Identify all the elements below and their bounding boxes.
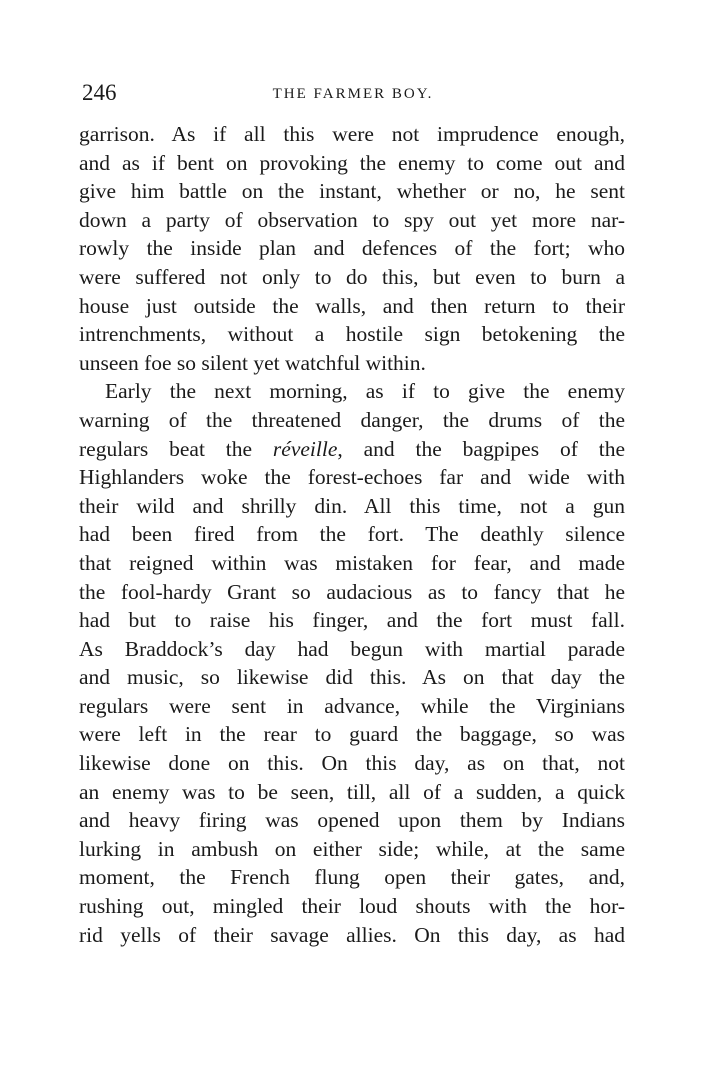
text-line-with-italic (79, 435, 625, 464)
running-title: THE FARMER BOY. (272, 86, 434, 102)
text-run: regulars beat the (79, 436, 273, 461)
text-line: had but to raise his finger, and the fort must fall. (79, 608, 625, 633)
text-line: the fool-hardy Grant so audacious as to fancy that he (79, 579, 625, 604)
text-run: , and the bagpipes of the (337, 436, 625, 461)
text-line: likewise done on this. On this day, as on that, not (79, 751, 625, 776)
text-line: rid yells of their savage allies. On this day, as had (79, 922, 625, 947)
text-line: that reigned within was mistaken for fear, and made (79, 550, 625, 575)
text-line: an enemy was to be seen, till, all of a sudden, a quick (79, 779, 625, 804)
text-line: and music, so likewise did this. As on that day the (79, 665, 625, 690)
text-line: had been fired from the fort. The deathly silence (79, 522, 625, 547)
text-line: intrenchments, without a hostile sign betokening the (79, 322, 625, 347)
text-line: and as if bent on provoking the enemy to come out and (79, 150, 625, 175)
text-line: were suffered not only to do this, but even to burn a (79, 264, 625, 289)
text-line: and heavy firing was opened upon them by Indians (79, 808, 625, 833)
text-line: warning of the threatened danger, the drums of the (79, 407, 625, 432)
text-line: As Braddock’s day had begun with martial parade (79, 636, 625, 661)
text-line: lurking in ambush on either side; while, at the same (79, 836, 625, 861)
text-line: down a party of observation to spy out yet more nar- (79, 207, 625, 232)
text-line: rushing out, mingled their loud shouts with the hor- (79, 894, 625, 919)
body-text (79, 120, 625, 949)
text-line: Highlanders woke the forest-echoes far and wide with (79, 465, 625, 490)
page-header (82, 78, 624, 108)
paragraph-end-line: unseen foe so silent yet watchful within. (79, 350, 426, 375)
text-line: regulars were sent in advance, while the Virginians (79, 693, 625, 718)
text-line: their wild and shrilly din. All this time, not a gun (79, 493, 625, 518)
paragraph-start-line: Early the next morning, as if to give the enemy (105, 379, 625, 404)
text-line: garrison. As if all this were not imprudence enough, (79, 122, 625, 146)
text-line: rowly the inside plan and defences of the fort; who (79, 236, 625, 261)
italic-term-reveille: réveille (272, 436, 338, 461)
text-line: moment, the French flung open their gates, and, (79, 865, 625, 890)
text-line: give him battle on the instant, whether or no, he sent (79, 179, 625, 204)
page-number: 246 (82, 80, 117, 105)
text-line: house just outside the walls, and then return to their (79, 293, 625, 318)
text-line: were left in the rear to guard the baggage, so was (79, 722, 625, 747)
